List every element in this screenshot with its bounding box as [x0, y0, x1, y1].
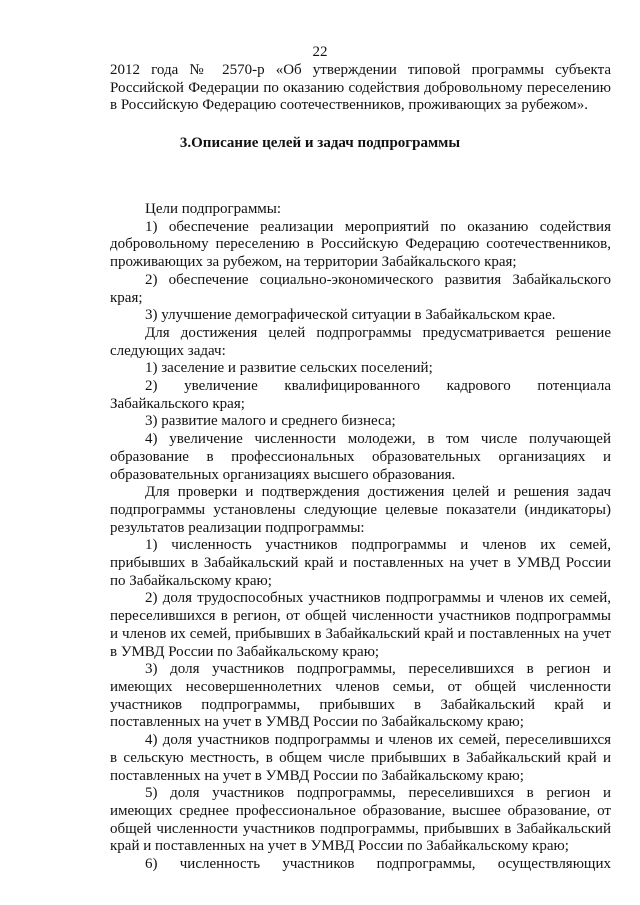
paragraph-line: край и поставленных на учет в УМВД России по Забайкальскому краю; [110, 838, 569, 855]
paragraph-line: 2) доля трудоспособных участников подпрограммы и членов их семей, [145, 590, 611, 607]
paragraph-line: в сельскую местность, в общем числе прибывших в Забайкальский край и [110, 749, 611, 766]
paragraph-line: общей численности участников подпрограммы, прибывших в Забайкальский [110, 820, 611, 837]
section-heading: 3.Описание целей и задач подпрограммы [179, 135, 461, 151]
paragraph-line: подпрограммы установлены следующие целевые показатели (индикаторы) [110, 501, 611, 518]
paragraph-line: и членов их семей, прибывших в Забайкальский край и поставленных на учет [110, 625, 611, 642]
paragraph-line: 3) развитие малого и среднего бизнеса; [145, 413, 396, 430]
paragraph-line: Цели подпрограммы: [145, 201, 282, 217]
paragraph-line: 6) численность участников подпрограммы, осуществляющих [145, 856, 611, 873]
paragraph-line: 4) увеличение численности молодежи, в том числе получающей [145, 431, 611, 448]
intro-line: в Российскую Федерацию соотечественников, проживающих за рубежом». [110, 97, 589, 114]
intro-paragraph [110, 62, 611, 115]
paragraph-line: 2) увеличение квалифицированного кадрового потенциала [145, 378, 611, 395]
paragraph-line: проживающих за рубежом, на территории Забайкальского края; [110, 254, 517, 271]
paragraph-line: 3) доля участников подпрограммы, переселившихся в регион и [145, 661, 611, 678]
paragraph-line: участников подпрограммы, прибывших в Забайкальский край и [110, 696, 611, 713]
paragraph-line: 1) обеспечение реализации мероприятий по оказанию содействия [145, 218, 611, 235]
paragraph-line: добровольному переселению в Российскую Федерацию соотечественников, [110, 236, 611, 253]
paragraph-line: 5) доля участников подпрограммы, переселившихся в регион и [145, 785, 611, 802]
paragraph-line: Для достижения целей подпрограммы предусматривается решение [145, 324, 611, 341]
paragraph-line: Забайкальского края; [110, 395, 245, 412]
paragraph-line: образовательных организациях высшего образования. [110, 466, 456, 483]
paragraph-line: образование в профессиональных образовательных организациях и [110, 448, 611, 465]
intro-line: Российской Федерации по оказанию содействия добровольному переселению [110, 79, 611, 96]
section-body [110, 201, 611, 874]
paragraph-line: имеющих несовершеннолетних членов семьи, от общей численности [110, 678, 611, 695]
paragraph-line: Для проверки и подтверждения достижения целей и решения задач [145, 484, 611, 501]
paragraph-line: поставленных на учет в УМВД России по Забайкальскому краю; [110, 767, 524, 784]
paragraph-line: 1) заселение и развитие сельских поселений; [145, 360, 433, 377]
paragraph-line: в УМВД России по Забайкальскому краю; [110, 643, 380, 660]
paragraph-line: 3) улучшение демографической ситуации в Забайкальском крае. [145, 307, 556, 324]
paragraph-line: прибывших в Забайкальский край и поставленных на учет в УМВД России [110, 555, 611, 572]
paragraph-line: поставленных на учет в УМВД России по Забайкальскому краю; [110, 714, 524, 731]
intro-line: 2012 года № 2570-р «Об утверждении типовой программы субъекта [110, 62, 611, 78]
paragraph-line: имеющих среднее профессиональное образование, высшее образование, от [110, 802, 611, 819]
paragraph-line: края; [110, 289, 143, 306]
page-number: 22 [312, 44, 328, 60]
paragraph-line: 2) обеспечение социально-экономического развития Забайкальского [145, 271, 611, 288]
paragraph-line: следующих задач: [110, 342, 226, 359]
paragraph-line: переселившихся в регион, от общей численности участников подпрограммы [110, 608, 611, 625]
paragraph-line: результатов реализации подпрограммы: [110, 519, 365, 536]
paragraph-line: 1) численность участников подпрограммы и членов их семей, [145, 537, 611, 554]
paragraph-line: 4) доля участников подпрограммы и членов их семей, переселившихся [145, 732, 611, 749]
paragraph-line: по Забайкальскому краю; [110, 572, 272, 589]
